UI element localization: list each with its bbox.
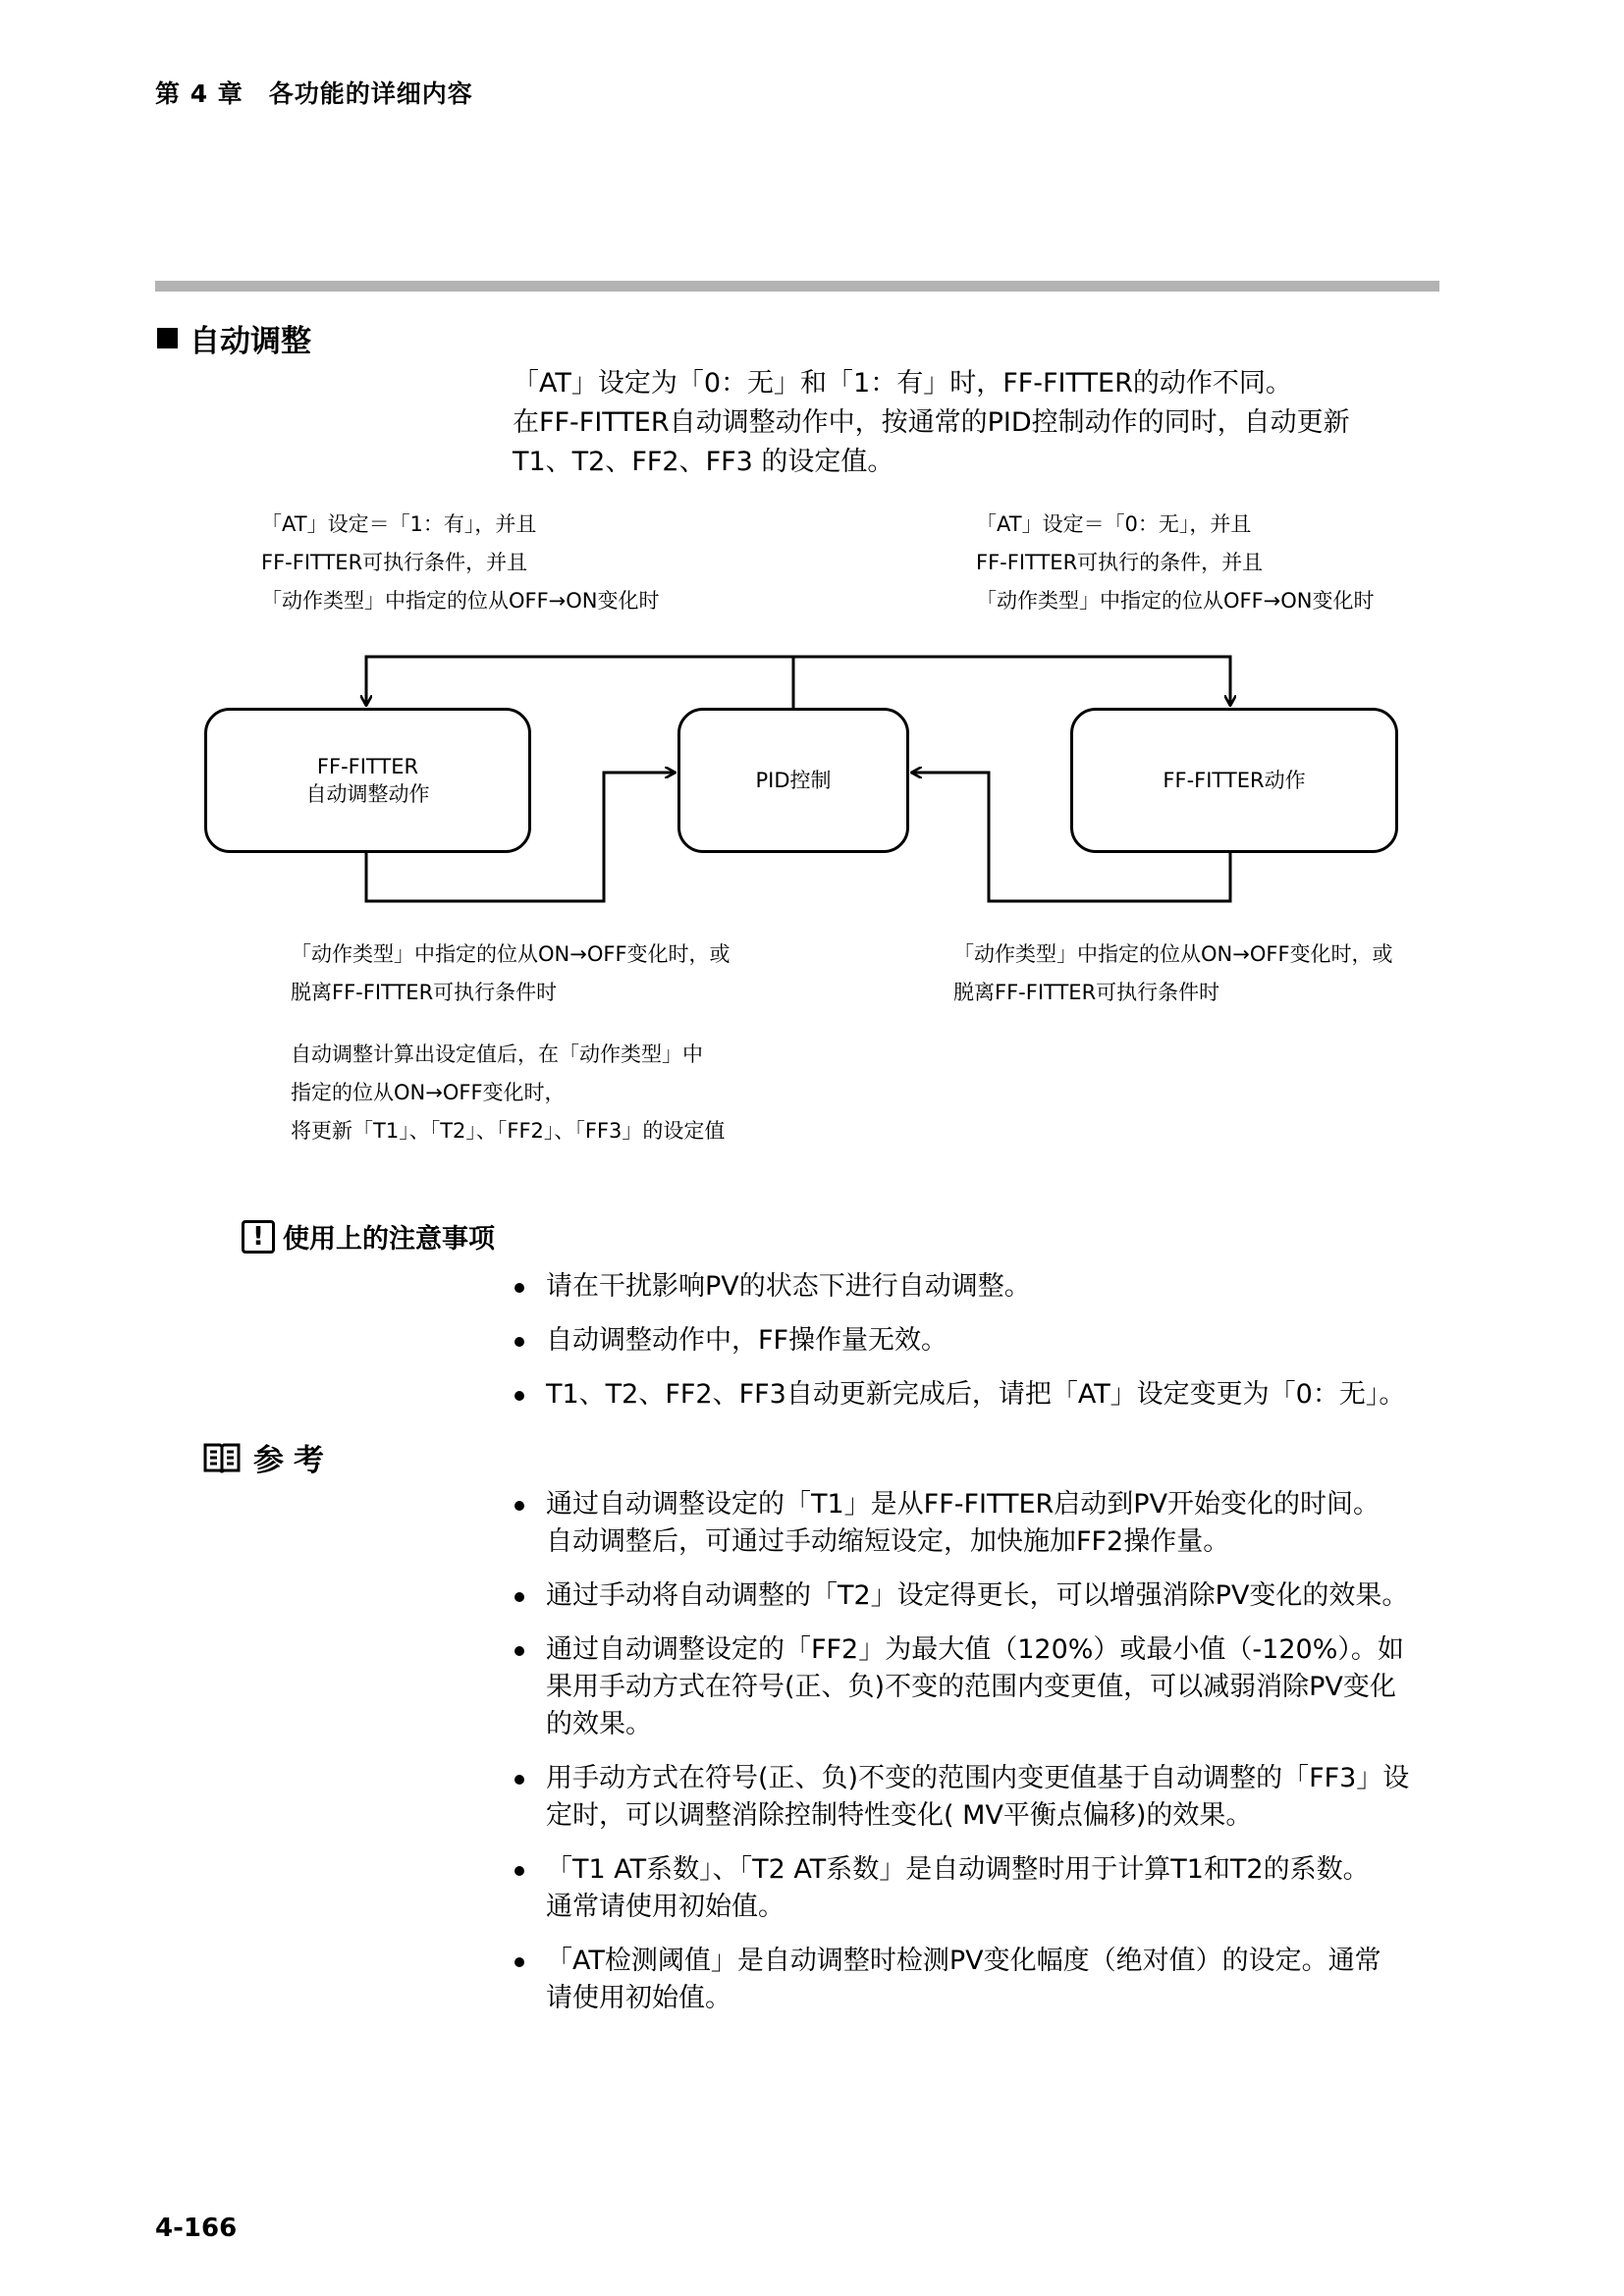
condition-line: 「动作类型」中指定的位从OFF→ON变化时	[261, 589, 660, 613]
box-label: FF-FITTER	[316, 755, 419, 778]
condition-top-left	[261, 506, 660, 620]
box-ff-fitter-autotune	[204, 708, 531, 853]
book-icon	[202, 1441, 242, 1474]
intro-line: T1、T2、FF2、FF3 的设定值。	[513, 447, 894, 477]
list-item: 通过自动调整设定的「T1」是从FF-FITTER启动到PV开始变化的时间。 自动调整后，可通过手动缩短设定，加快施加FF2操作量。	[513, 1486, 1447, 1561]
exclamation-icon: !	[242, 1220, 275, 1254]
reference-title: 参考	[253, 1443, 334, 1478]
condition-bottom-left	[291, 935, 731, 1012]
page-number: 4-166	[155, 2214, 238, 2243]
list-item: 自动调整动作中，FF操作量无效。	[513, 1322, 1447, 1360]
arrow-pid-to-autotune	[366, 657, 793, 708]
condition-line: FF-FITTER可执行条件，并且	[261, 551, 528, 574]
list-item: 通过手动将自动调整的「T2」设定得更长，可以增强消除PV变化的效果。	[513, 1577, 1447, 1615]
condition-top-right	[976, 506, 1375, 620]
condition-update-note	[291, 1036, 725, 1150]
intro-line: 「AT」设定为「0：无」和「1：有」时，FF-FITTER的动作不同。	[513, 368, 1292, 399]
list-item: 通过自动调整设定的「FF2」为最大值（120%）或最小值（-120%）。如 果用手动方式在符号(正、负)不变的范围内变更值，可以减弱消除PV变化 的效果。	[513, 1631, 1447, 1743]
box-ff-fitter-action	[1070, 708, 1398, 853]
condition-line: 「动作类型」中指定的位从ON→OFF变化时，或	[953, 942, 1393, 966]
list-item: 请在干扰影响PV的状态下进行自动调整。	[513, 1268, 1447, 1306]
condition-line: 「AT」设定＝「0：无」，并且	[976, 512, 1252, 536]
list-item: 用手动方式在符号(正、负)不变的范围内变更值基于自动调整的「FF3」设 定时，可以调整消除控制特性变化( MV平衡点偏移)的效果。	[513, 1760, 1447, 1835]
list-item: 「T1 AT系数」、「T2 AT系数」是自动调整时用于计算T1和T2的系数。 通常请使用初始值。	[513, 1851, 1447, 1926]
caution-heading	[242, 1217, 495, 1255]
intro-line: 在FF-FITTER自动调整动作中，按通常的PID控制动作的同时，自动更新	[513, 407, 1350, 438]
box-label: FF-FITTER动作	[1163, 769, 1306, 792]
caution-title: 使用上的注意事项	[283, 1224, 495, 1255]
condition-line: FF-FITTER可执行的条件，并且	[976, 551, 1264, 574]
box-label: 自动调整动作	[305, 782, 430, 806]
condition-line: 自动调整计算出设定值后，在「动作类型」中	[291, 1042, 703, 1066]
condition-line: 「动作类型」中指定的位从ON→OFF变化时，或	[291, 942, 731, 966]
condition-line: 「动作类型」中指定的位从OFF→ON变化时	[976, 589, 1375, 613]
box-label: PID控制	[755, 769, 832, 792]
condition-line: 脱离FF-FITTER可执行条件时	[291, 981, 558, 1004]
section-title-text: 自动调整	[189, 324, 311, 359]
caution-list	[513, 1268, 1447, 1430]
condition-line: 将更新「T1」、「T2」、「FF2」、「FF3」的设定值	[291, 1119, 726, 1143]
box-pid-control	[677, 708, 909, 853]
reference-list	[513, 1486, 1447, 2034]
condition-line: 「AT」设定＝「1：有」，并且	[261, 512, 537, 536]
condition-line: 指定的位从ON→OFF变化时，	[291, 1081, 566, 1104]
reference-heading	[202, 1435, 334, 1479]
list-item: T1、T2、FF2、FF3自动更新完成后，请把「AT」设定变更为「0：无」。	[513, 1376, 1447, 1414]
arrow-pid-to-ffaction	[793, 657, 1230, 705]
chapter-header: 第 4 章 各功能的详细内容	[155, 80, 473, 108]
list-item: 「AT检测阈值」是自动调整时检测PV变化幅度（绝对值）的设定。通常 请使用初始值。	[513, 1943, 1447, 2017]
condition-line: 脱离FF-FITTER可执行条件时	[953, 981, 1220, 1004]
condition-bottom-right	[953, 935, 1393, 1012]
